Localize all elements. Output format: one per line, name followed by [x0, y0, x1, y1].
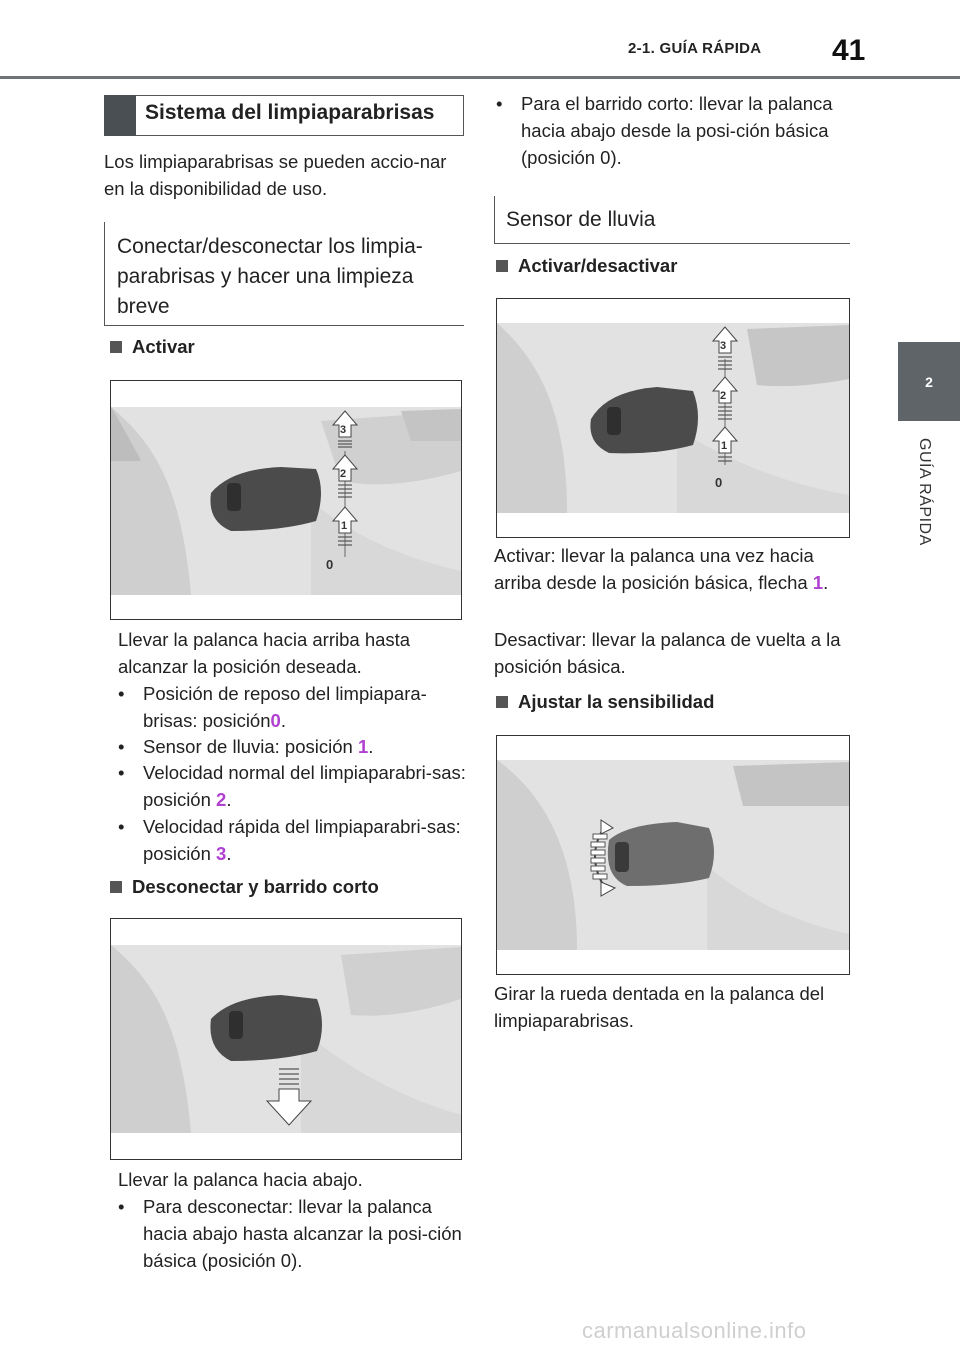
- heading-sensibilidad: [496, 691, 714, 713]
- subsection-title: Conectar/desconectar los limpia-parabrisas y hacer una limpieza breve: [117, 235, 423, 318]
- arrow-label-1: 1: [341, 520, 348, 532]
- wiper-lever-up-illustration: [111, 381, 461, 619]
- sensitivity-wheel-illustration: [497, 736, 849, 974]
- arrow-label-3: 3: [720, 340, 727, 352]
- arrow-label-0: 0: [715, 475, 723, 490]
- lever-wheel: [615, 842, 629, 872]
- figure-sensibilidad: [496, 735, 850, 975]
- bullet-dot: •: [118, 1196, 125, 1217]
- vent-shape: [733, 762, 849, 806]
- heading-sensibilidad-label: Ajustar la sensibilidad: [518, 691, 715, 712]
- figure-activar: [110, 380, 462, 620]
- heading-activar: [110, 336, 195, 358]
- square-bullet-icon: [110, 881, 122, 893]
- heading-activar-desactivar: [496, 255, 677, 277]
- vent-shape: [747, 325, 849, 386]
- figure-activar-desactivar: [496, 298, 850, 538]
- activate-instruction: Activar: llevar la palanca una vez hacia arriba desde la posición básica, flecha 1.: [494, 545, 829, 593]
- bullet-dot: •: [118, 816, 125, 837]
- desconectar-caption: Llevar la palanca hacia abajo.: [118, 1169, 363, 1190]
- bullet-dot: •: [496, 93, 503, 114]
- heading-desconectar-label: Desconectar y barrido corto: [132, 876, 379, 897]
- bullet-text: Para desconectar: llevar la palanca hacia abajo hasta alcanzar la posi-ción básica (posición 0).: [143, 1196, 462, 1271]
- square-bullet-icon: [110, 341, 122, 353]
- chapter-number: 2: [925, 373, 933, 390]
- wiper-lever-down-illustration: [111, 919, 461, 1159]
- square-bullet-icon: [496, 696, 508, 708]
- arrow-label-3: 3: [340, 424, 347, 436]
- section-title: Sistema del limpiaparabrisas: [145, 101, 435, 124]
- header-rule: [0, 76, 960, 79]
- section-title-marker: [104, 95, 136, 136]
- arrow-label-0: 0: [326, 557, 334, 572]
- bullet-text: Velocidad rápida del limpiaparabri-sas: posición 3.: [143, 816, 461, 864]
- chapter-tab: [898, 342, 960, 421]
- subsection-title: Sensor de lluvia: [506, 208, 656, 231]
- lever-wheel: [607, 407, 621, 435]
- lever-wheel: [229, 1011, 243, 1039]
- bullet-text: Para el barrido corto: llevar la palanca hacia abajo desde la posi-ción básica (posición 0).: [521, 93, 833, 168]
- activar-caption: Llevar la palanca hacia arriba hasta alcanzar la posición deseada.: [118, 629, 411, 677]
- bullet-item: [118, 1193, 468, 1274]
- rain-sensor-lever-illustration: [497, 299, 849, 537]
- bullet-text: Sensor de lluvia: posición 1.: [143, 736, 374, 757]
- chapter-tab-title: GUÍA RÁPIDA: [916, 438, 933, 546]
- bullet-dot: •: [118, 762, 125, 783]
- bullet-text: Posición de reposo del limpiapara-brisas: posición0.: [143, 683, 427, 731]
- heading-activar-desactivar-label: Activar/desactivar: [518, 255, 678, 276]
- bullet-item: [118, 680, 468, 734]
- section-intro: Los limpiaparabrisas se pueden accio-nar en la disponibilidad de uso.: [104, 151, 447, 199]
- lever-wheel: [227, 483, 241, 511]
- bullet-item: [118, 759, 468, 813]
- watermark: carmanualsonline.info: [582, 1318, 807, 1343]
- square-bullet-icon: [496, 260, 508, 272]
- arrow-label-1: 1: [721, 440, 728, 452]
- bullet-item: [118, 813, 468, 867]
- heading-desconectar: [110, 876, 379, 898]
- bullet-dot: •: [118, 683, 125, 704]
- bullet-text: Velocidad normal del limpiaparabri-sas: posición 2.: [143, 762, 466, 810]
- arrow-label-2: 2: [720, 390, 727, 402]
- bullet-item: [496, 90, 846, 171]
- sensibilidad-caption: Girar la rueda dentada en la palanca del limpiaparabrisas.: [494, 983, 825, 1031]
- running-header-section: 2-1. GUÍA RÁPIDA: [628, 40, 762, 57]
- vent-shape: [401, 409, 461, 441]
- deactivate-instruction: Desactivar: llevar la palanca de vuelta a la posición básica.: [494, 629, 841, 677]
- figure-desconectar: [110, 918, 462, 1160]
- arrow-label-2: 2: [340, 468, 347, 480]
- bullet-dot: •: [118, 736, 125, 757]
- bullet-item: [118, 733, 468, 760]
- page-number: 41: [832, 34, 866, 67]
- heading-activar-label: Activar: [132, 336, 195, 357]
